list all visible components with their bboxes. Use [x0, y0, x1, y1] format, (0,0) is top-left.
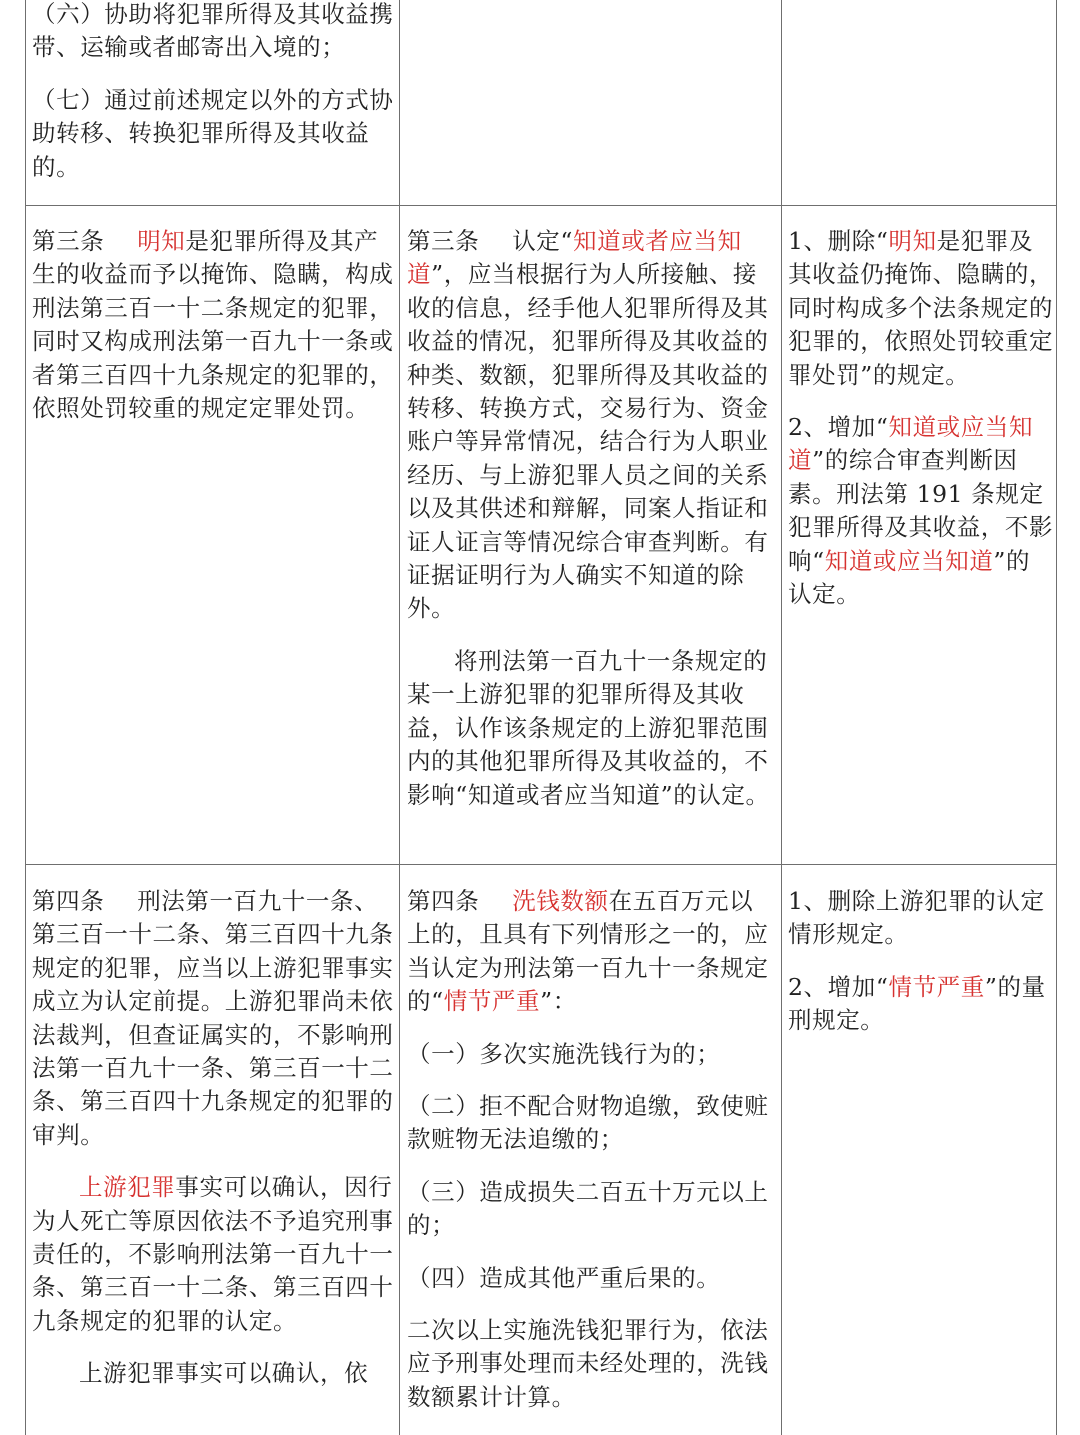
- article4-new-item-2: （二）拒不配合财物追缴，致使赃款赃物无法追缴的；: [407, 1092, 769, 1154]
- old-item-6: （六）协助将犯罪所得及其收益携带、运输或者邮寄出入境的；: [32, 0, 394, 62]
- article4-new-label: 第四条: [407, 887, 480, 915]
- article4-old-text: 第四条 刑法第一百九十一条、第三百一十二条、第三百四十九条规定的犯罪，应当以上游犯罪事实成立为认定前提。上游犯罪尚未依法裁判，但查证属实的，不影响刑法第一百九十一条、第三百一十二条、第三百四十九条规定的犯罪的审判。: [32, 887, 394, 1149]
- article4-new-item-4: （四）造成其他严重后果的。: [407, 1263, 721, 1292]
- article4-old-paragraph-2: 上游犯罪事实可以确认，因行为人死亡等原因依法不予追究刑事责任的，不影响刑法第一百九十一条、第三百一十二条、第三百四十九条规定的犯罪的认定。: [32, 1173, 394, 1335]
- article4-old-paragraph-3: 上游犯罪事实可以确认，依: [79, 1359, 369, 1388]
- article4-new-last: 二次以上实施洗钱犯罪行为，依法应予刑事处理而未经处理的，洗钱数额累计计算。: [407, 1316, 769, 1411]
- article3-new-highlight: 知道或者应当知道: [407, 227, 742, 289]
- article3-new-cell: [407, 225, 777, 831]
- article4-note-1: 1、删除上游犯罪的认定情形规定。: [788, 887, 1045, 949]
- article3-old-label: 第三条: [32, 227, 105, 255]
- article4-new-text: 第四条 洗钱数额在五百万元以上的，且具有下列情形之一的，应当认定为刑法第一百九十一条规定的“情节严重”：: [407, 887, 769, 1016]
- article3-new-paragraph-2: 将刑法第一百九十一条规定的某一上游犯罪的犯罪所得及其收益，认作该条规定的上游犯罪范围内的其他犯罪所得及其收益的，不影响“知道或者应当知道”的认定。: [407, 646, 770, 809]
- article4-new-item-3: （三）造成损失二百五十万元以上的；: [407, 1177, 769, 1240]
- article4-new-cell: [407, 885, 777, 1433]
- article3-new-label: 第三条: [407, 227, 480, 255]
- table-border-left: [25, 0, 26, 1435]
- column-divider-2: [781, 0, 782, 1435]
- old-item-7: （七）通过前述规定以外的方式协助转移、转换犯罪所得及其收益的。: [32, 85, 394, 181]
- article3-note-2: 2、增加“知道或应当知道”的综合审查判断因素。刑法第 191 条规定犯罪所得及其收益，不影响“知道或应当知道”的认定。: [788, 413, 1054, 609]
- article3-old-cell: [32, 225, 396, 444]
- article4-note-cell: [788, 885, 1054, 1057]
- column-divider-1: [399, 0, 400, 1435]
- table-border-right: [1056, 0, 1057, 1435]
- article3-old-text: 第三条 明知是犯罪所得及其产生的收益而予以掩饰、隐瞒，构成刑法第三百一十二条规定的犯罪，同时又构成刑法第一百九十一条或者第三百四十九条规定的犯罪的，依照处罚较重的规定定罪处罚。: [32, 227, 394, 423]
- row-divider-2: [25, 864, 1057, 865]
- article3-note-1: 1、删除“明知是犯罪及其收益仍掩饰、隐瞒的，同时构成多个法条规定的犯罪的，依照处罚较重定罪处罚”的规定。: [788, 227, 1054, 389]
- article3-note-cell: [788, 225, 1054, 630]
- article4-old-label: 第四条: [32, 887, 105, 915]
- article4-new-item-1: （一）多次实施洗钱行为的；: [407, 1039, 721, 1068]
- article3-old-highlight: 明知: [137, 227, 186, 255]
- top-row-old-cell: [32, 0, 396, 203]
- article3-new-text: 第三条 认定“知道或者应当知道”，应当根据行为人所接触、接收的信息，经手他人犯罪所得及其收益的情况，犯罪所得及其收益的种类、数额，犯罪所得及其收益的转移、转换方式，交易行为、资金账户等异常情况，结合行为人职业经历、与上游犯罪人员之间的关系以及其供述和辩解，同案人指证和证人证言等情况综合审查判断。有证据证明行为人确实不知道的除外。: [407, 227, 769, 623]
- row-divider-1: [25, 205, 1057, 206]
- article4-note-2: 2、增加“情节严重”的量刑规定。: [788, 972, 1046, 1035]
- article4-old-cell: [32, 885, 396, 1410]
